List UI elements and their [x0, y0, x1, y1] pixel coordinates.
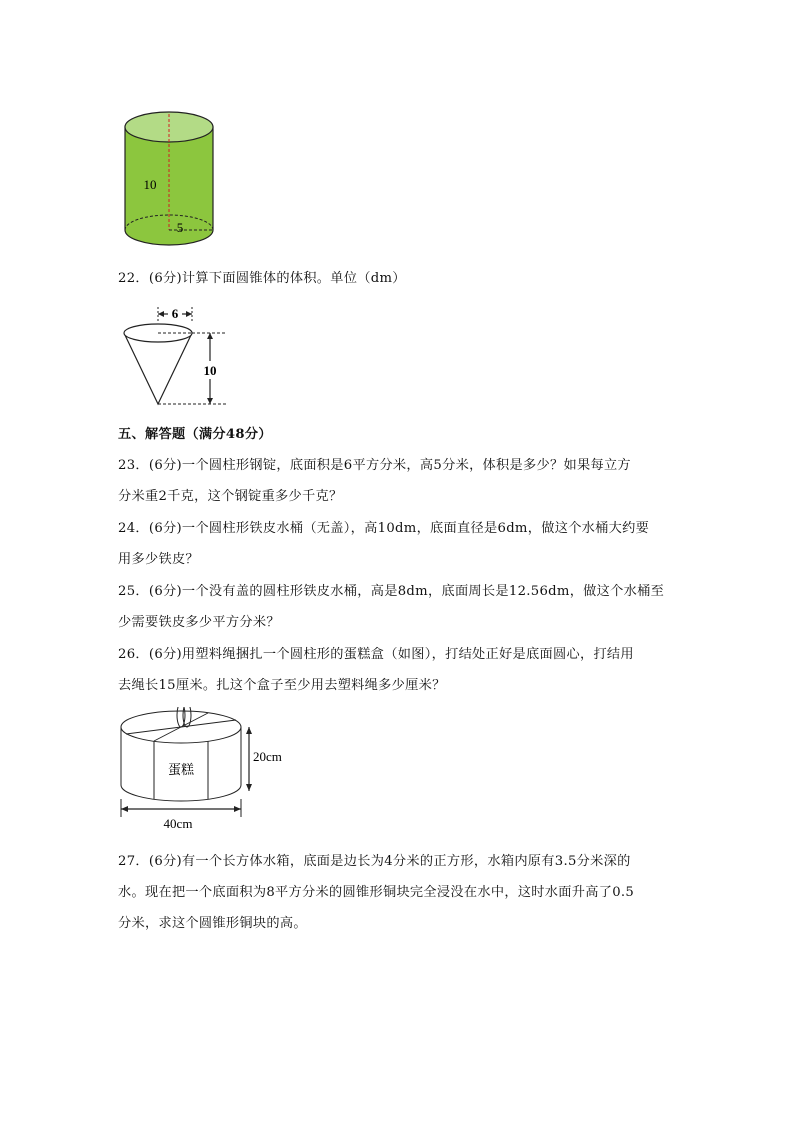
cake-box-bottom-edge — [121, 785, 241, 801]
cake-box-figure — [116, 707, 296, 831]
cone-height-label: 10 — [203, 363, 217, 378]
cone-height-arrow-bottom — [207, 398, 213, 404]
question-23-line-1: 23．(6分)一个圆柱形钢锭，底面积是6平方分米，高5分米，体积是多少？如果每立方 — [118, 458, 631, 473]
question-27-line-3: 分米，求这个圆锥形铜块的高。 — [118, 916, 307, 931]
question-26-line-1: 26．(6分)用塑料绳捆扎一个圆柱形的蛋糕盒（如图），打结处正好是底面圆心，打结用 — [118, 647, 634, 662]
question-24-line-1: 24．(6分)一个圆柱形铁皮水桶（无盖），高10dm，底面直径是6dm，做这个水桶大约要 — [118, 521, 650, 536]
cake-width-arrow-left — [121, 806, 128, 812]
question-23-line-2: 分米重2千克，这个钢锭重多少千克？ — [118, 489, 343, 504]
question-24-line-2: 用多少铁皮？ — [118, 552, 199, 567]
cylinder-radius-label: 5 — [176, 220, 184, 235]
question-22: 22．(6分)计算下面圆锥体的体积。单位（dm） — [118, 271, 406, 286]
question-27-line-2: 水。现在把一个底面积为8平方分米的圆锥形铜块完全浸没在水中，这时水面升高了0.5 — [118, 885, 635, 900]
cone-figure — [118, 303, 233, 409]
cylinder-figure — [118, 105, 222, 251]
section-5-title: 五、解答题（满分48分） — [118, 427, 272, 442]
cone-outline — [124, 333, 192, 404]
cake-height-label: 20cm — [253, 749, 282, 764]
cone-diameter-label: 6 — [171, 306, 179, 321]
question-25-line-1: 25．(6分)一个没有盖的圆柱形铁皮水桶，高是8dm，底面周长是12.56dm，做这个水桶至 — [118, 584, 665, 599]
cake-width-label: 40cm — [163, 816, 193, 831]
cake-height-arrow-top — [246, 727, 252, 734]
question-25-line-2: 少需要铁皮多少平方分米？ — [118, 615, 280, 630]
cone-diameter-arrow-right — [186, 311, 192, 317]
cone-diameter-arrow-left — [158, 311, 164, 317]
cylinder-height-label: 10 — [143, 177, 157, 192]
question-27-line-1: 27．(6分)有一个长方体水箱，底面是边长为4分米的正方形，水箱内原有3.5分米深的 — [118, 854, 631, 869]
question-26-line-2: 去绳长15厘米。扎这个盒子至少用去塑料绳多少厘米？ — [118, 678, 446, 693]
cone-height-arrow-top — [207, 333, 213, 339]
cake-label: 蛋糕 — [167, 762, 195, 777]
cake-height-arrow-bottom — [246, 784, 252, 791]
cake-width-arrow-right — [234, 806, 241, 812]
